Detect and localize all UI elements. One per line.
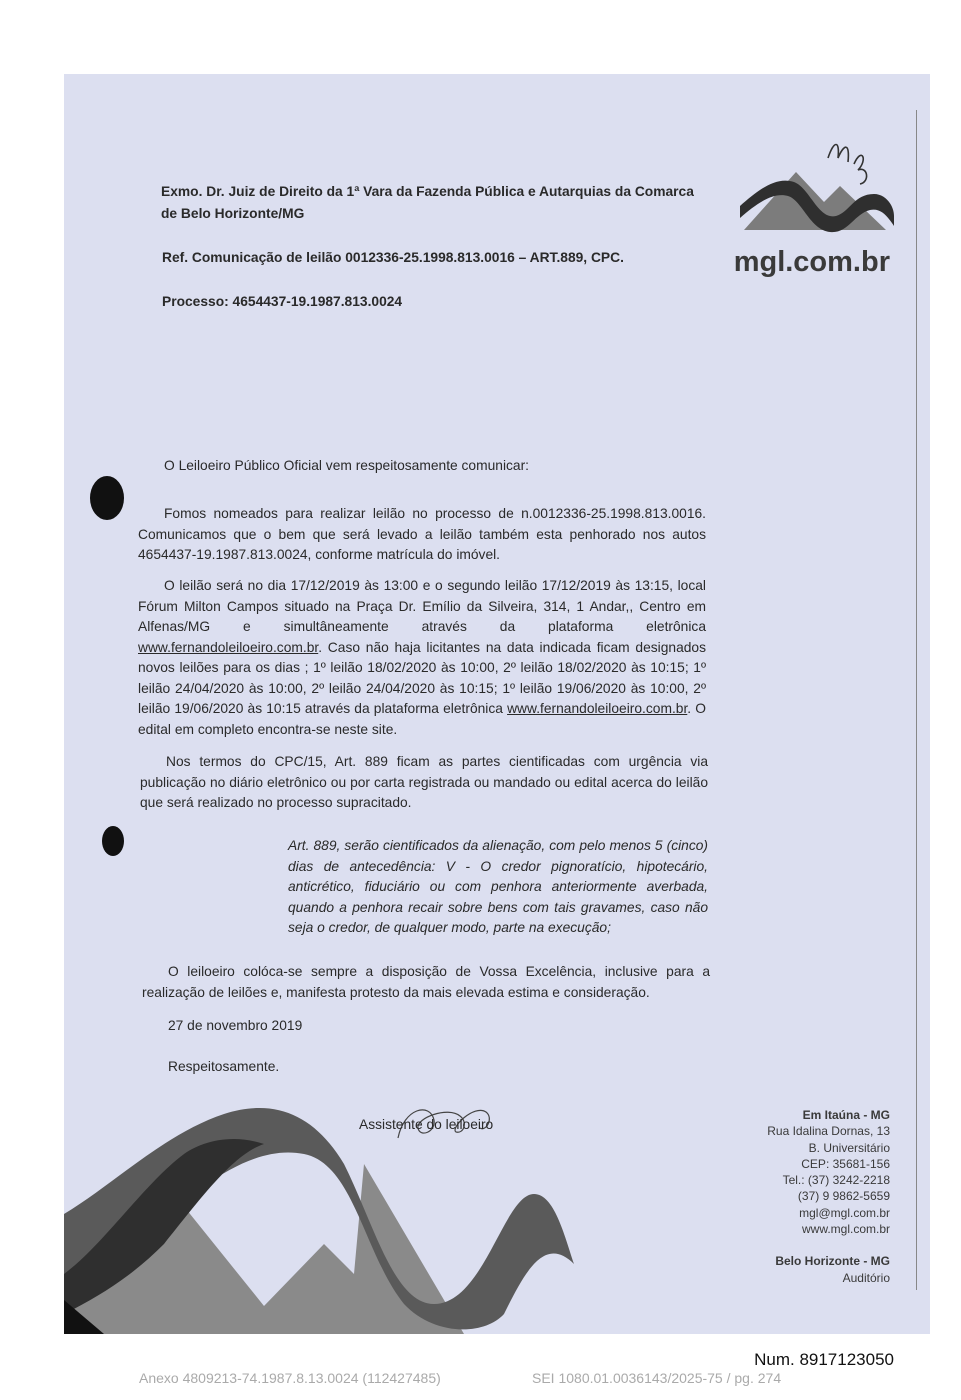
annex-reference: Anexo 4809213-74.1987.8.13.0024 (112427485) xyxy=(139,1370,441,1386)
reference-line: Ref. Comunicação de leilão 0012336-25.1998.813.0016 – ART.889, CPC. xyxy=(162,250,624,265)
paragraph-2 xyxy=(138,576,706,740)
sei-reference: SEI 1080.01.0036143/2025-75 / pg. 274 xyxy=(532,1370,782,1386)
address-city-itauna: Em Itaúna - MG xyxy=(802,1108,890,1122)
addressee-line1: Exmo. Dr. Juiz de Direito da 1ª Vara da Fazenda Pública e Autarquias da Comarca xyxy=(161,184,694,199)
address-district: B. Universitário xyxy=(808,1140,890,1155)
address-city-bh: Belo Horizonte - MG xyxy=(775,1254,890,1269)
scan-blot xyxy=(90,476,124,520)
scanned-letter xyxy=(64,74,930,1334)
auction-site-link-2[interactable]: www.fernandoleiloeiro.com.br xyxy=(507,701,688,716)
paragraph-2-mid: . Caso não haja licitantes na data indicada ficam designados novos leilões para os dias ; 1º leilão 18/02/2020 às 10:00, 2º leilão 18/02/2020 às 10:15; 1º leilão 24/04/2020 às 10:00, 2º leilão 24/04/2020 às 10:15; 1º leilão 19/06/2020 às 10:00, 2º leilão 19/06/2020 às 10:15 através da plataforma eletrônica xyxy=(138,639,706,716)
closing-line: Respeitosamente. xyxy=(168,1059,280,1074)
paragraph-3: Nos termos do CPC/15, Art. 889 ficam as partes cientificadas com urgência via publicação no diário eletrônico ou por carta registrada ou mandado ou edital acerca do leilão que será realizado no processo supracitado. xyxy=(140,754,708,810)
document-number: Num. 8917123050 xyxy=(754,1350,894,1369)
process-number: Processo: 4654437-19.1987.813.0024 xyxy=(162,294,403,309)
address-phone-2: (37) 9 9862-5659 xyxy=(797,1189,890,1204)
logo-text: mgl.com.br xyxy=(733,246,890,278)
mgl-logo-mountain xyxy=(736,136,896,236)
scan-blot xyxy=(102,826,124,856)
auction-site-link-1[interactable]: www.fernandoleiloeiro.com.br xyxy=(138,639,319,655)
paragraph-2-start: O leilão será no dia 17/12/2019 às 13:00 e o segundo leilão 17/12/2019 às 13:15, local Fórum Milton Campos situado na Praça Dr. Emílio da Silveira, 314, 1 Andar,, Centro em Alfenas/MG e simultâneamente através da plataforma eletrônica xyxy=(138,578,706,634)
address-auditorium: Auditório xyxy=(842,1270,890,1285)
scan-edge-line xyxy=(916,110,917,1290)
address-cep: CEP: 35681-156 xyxy=(801,1156,890,1171)
intro-line: O Leiloeiro Público Oficial vem respeitosamente comunicar: xyxy=(164,458,530,473)
paragraph-2-end: . O edital em completo encontra-se neste site. xyxy=(138,701,706,737)
initials-scribble xyxy=(828,145,867,185)
address-email: mgl@mgl.com.br xyxy=(799,1205,890,1220)
address-street: Rua Idalina Dornas, 13 xyxy=(767,1124,890,1139)
legal-quote: Art. 889, serão cientificados da alienação, com pelo menos 5 (cinco) dias de antecedência: V - O credor pignoratício, hipotecário, anticrético, fiduciário ou com penhora anteriormente averbada, quando a penhora recair sobre bens com tais gravames, caso não seja o credor, de qualquer modo, parte na execução; xyxy=(288,838,708,935)
mgl-watermark-logo xyxy=(64,1074,664,1334)
paragraph-4: O leiloeiro colóca-se sempre a disposição de Vossa Excelência, inclusive para a realização de leilões e, manifesta protesto da mais elevada estima e consideração. xyxy=(142,964,710,1000)
paragraph-1: Fomos nomeados para realizar leilão no processo de n.0012336-25.1998.813.0016. Comunicamos que o bem que será levado a leilão também esta penhorado nos autos 4654437-19.1987.813.0024, conforme matrícula do imóvel. xyxy=(138,506,706,562)
addressee-line2: de Belo Horizonte/MG xyxy=(161,206,305,221)
letter-date: 27 de novembro 2019 xyxy=(168,1018,303,1033)
address-phone-1: Tel.: (37) 3242-2218 xyxy=(782,1173,890,1188)
signature-label: Assistente do leiloeiro xyxy=(359,1117,494,1132)
address-block xyxy=(767,1107,890,1286)
address-website: www.mgl.com.br xyxy=(801,1222,890,1237)
